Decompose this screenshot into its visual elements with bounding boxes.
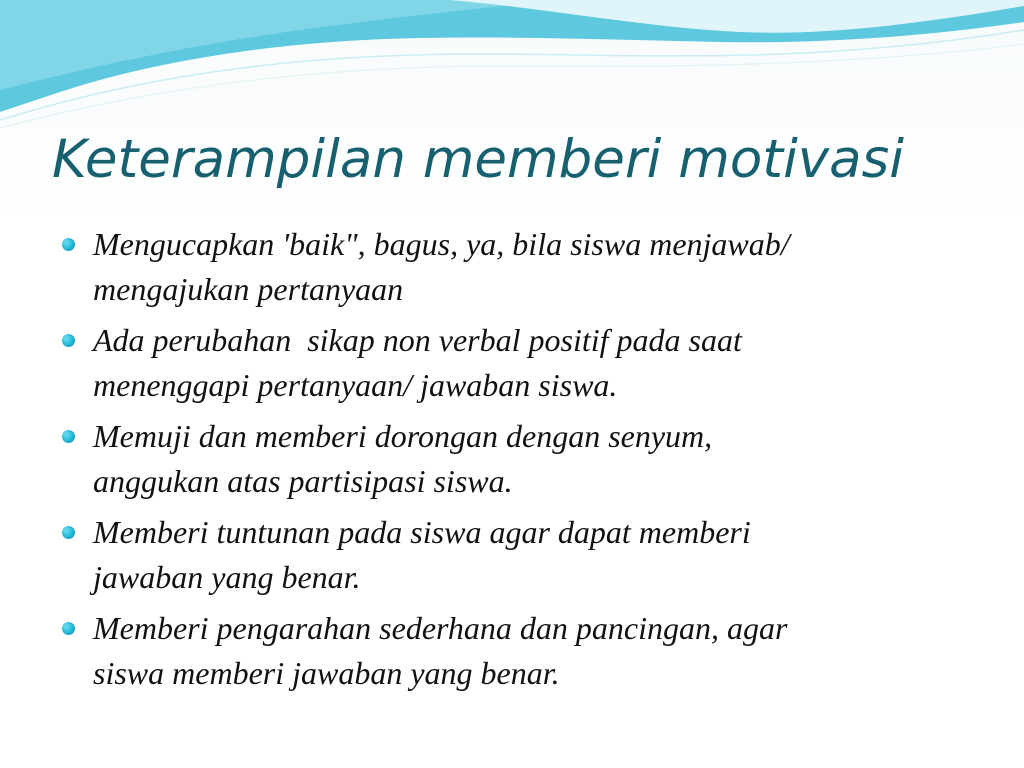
bullet-line: siswa memberi jawaban yang benar. <box>93 655 560 691</box>
bullet-line: Memberi tuntunan pada siswa agar dapat memberi <box>93 514 751 550</box>
bullet-icon <box>62 430 75 443</box>
bullet-icon <box>62 622 75 635</box>
bullet-line: menenggapi pertanyaan/ jawaban siswa. <box>93 367 618 403</box>
bullet-item <box>62 414 962 504</box>
bullet-item <box>62 318 962 408</box>
bullet-line: anggukan atas partisipasi siswa. <box>93 463 513 499</box>
bullet-icon <box>62 334 75 347</box>
bullet-item <box>62 510 962 600</box>
bullet-icon <box>62 238 75 251</box>
bullet-line: Memuji dan memberi dorongan dengan senyum, <box>93 418 713 454</box>
bullet-item <box>62 222 962 312</box>
bullet-line: jawaban yang benar. <box>93 559 361 595</box>
bullet-line: mengajukan pertanyaan <box>93 271 404 307</box>
slide-title: Keterampilan memberi motivasi <box>52 129 904 190</box>
bullet-line: Ada perubahan sikap non verbal positif pada saat <box>93 322 742 358</box>
wave-decoration <box>0 0 1024 130</box>
bullet-list <box>62 222 962 702</box>
bullet-line: Mengucapkan 'baik", bagus, ya, bila siswa menjawab/ <box>93 226 790 262</box>
bullet-item <box>62 606 962 696</box>
bullet-line: Memberi pengarahan sederhana dan pancingan, agar <box>93 610 788 646</box>
bullet-icon <box>62 526 75 539</box>
